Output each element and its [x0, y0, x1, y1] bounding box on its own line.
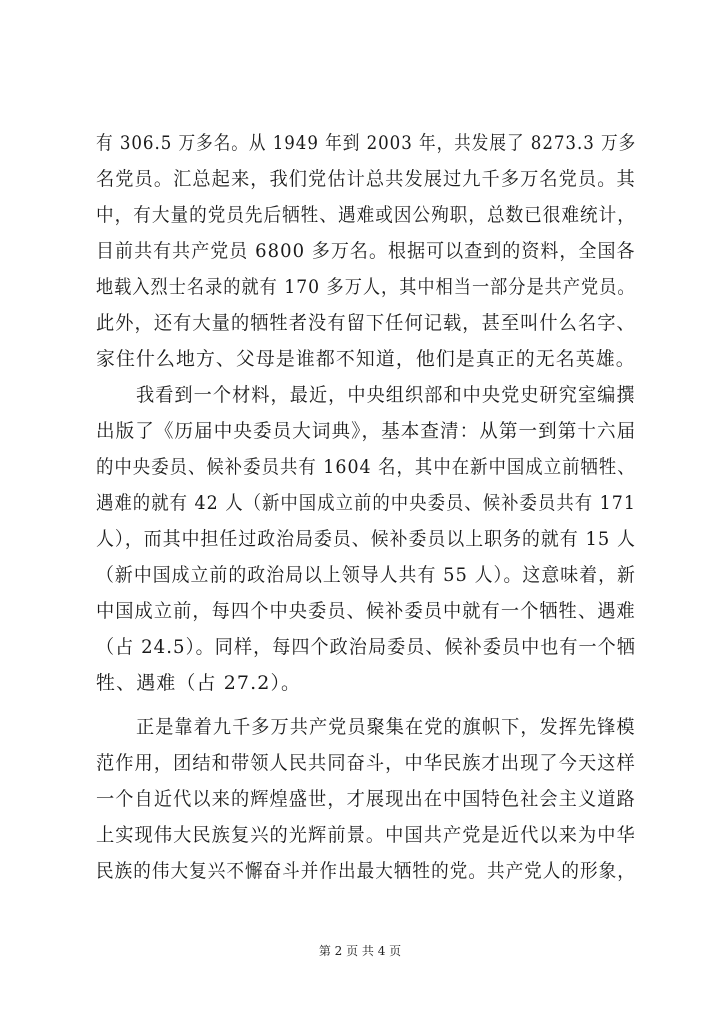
- text-line: 家住什么地方、父母是谁都不知道，他们是真正的无名英雄。: [96, 348, 636, 370]
- text-line: 目前共有共产党员 6800 多万名。根据可以查到的资料，全国各: [96, 240, 636, 262]
- text-line: 我看到一个材料，最近，中央组织部和中央党史研究室编撰: [136, 384, 636, 406]
- text-line: 中，有大量的党员先后牺牲、遇难或因公殉职，总数已很难统计，: [96, 204, 636, 226]
- page-number-footer: 第 2 页 共 4 页: [318, 944, 402, 958]
- text-line: 民族的伟大复兴不懈奋斗并作出最大牺牲的党。共产党人的形象，: [96, 860, 636, 882]
- text-line: 名党员。汇总起来，我们党估计总共发展过九千多万名党员。其: [96, 168, 636, 190]
- text-line: 范作用，团结和带领人民共同奋斗，中华民族才出现了今天这样: [96, 752, 636, 774]
- text-line: 人），而其中担任过政治局委员、候补委员以上职务的就有 15 人: [96, 528, 636, 550]
- text-line: 牲、遇难（占 27.2）。: [96, 672, 302, 694]
- text-line: 一个自近代以来的辉煌盛世，才展现出在中国特色社会主义道路: [96, 788, 636, 810]
- text-line: 地载入烈士名录的就有 170 多万人，其中相当一部分是共产党员。: [96, 276, 636, 298]
- text-line: 此外，还有大量的牺牲者没有留下任何记载，甚至叫什么名字、: [96, 312, 636, 334]
- text-line: 有 306.5 万多名。从 1949 年到 2003 年，共发展了 8273.3 万多: [96, 132, 637, 154]
- text-line: 遇难的就有 42 人（新中国成立前的中央委员、候补委员共有 171: [96, 492, 636, 514]
- text-line: 出版了《历届中央委员大词典》，基本查清：从第一到第十六届: [96, 420, 637, 442]
- text-line: 的中央委员、候补委员共有 1604 名，其中在新中国成立前牺牲、: [96, 456, 636, 478]
- text-line: 中国成立前，每四个中央委员、候补委员中就有一个牺牲、遇难: [96, 600, 636, 622]
- text-line: （新中国成立前的政治局以上领导人共有 55 人）。这意味着，新: [96, 564, 636, 586]
- text-line: （占 24.5）。同样，每四个政治局委员、候补委员中也有一个牺: [96, 636, 636, 658]
- text-line: 上实现伟大民族复兴的光辉前景。中国共产党是近代以来为中华: [96, 824, 636, 846]
- text-line: 正是靠着九千多万共产党员聚集在党的旗帜下，发挥先锋模: [136, 716, 636, 738]
